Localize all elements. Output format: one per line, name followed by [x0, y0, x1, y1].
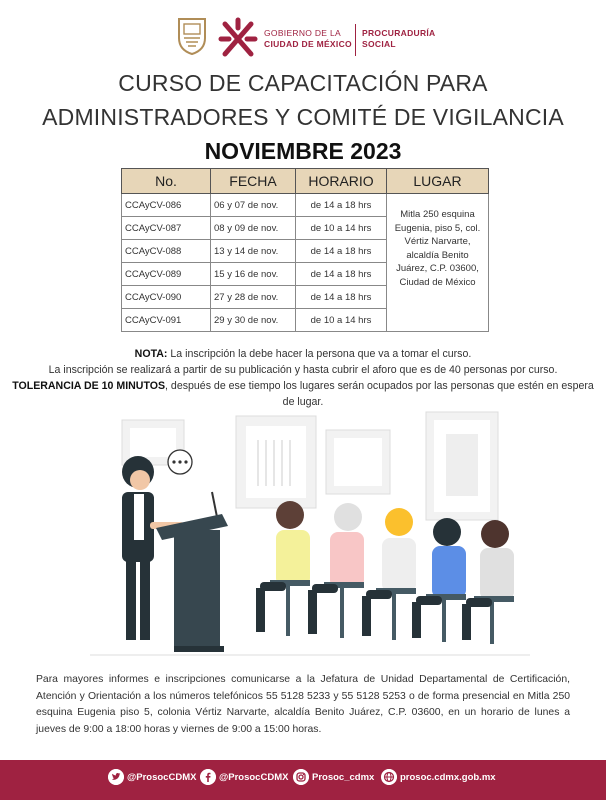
course-time: de 10 a 14 hrs [296, 309, 387, 332]
note-text-1: La inscripción la debe hacer la persona que va a tomar el curso. [170, 348, 472, 360]
course-time: de 14 a 18 hrs [296, 240, 387, 263]
course-code: CCAyCV-090 [122, 286, 211, 309]
course-date: 08 y 09 de nov. [211, 217, 296, 240]
course-date: 29 y 30 de nov. [211, 309, 296, 332]
course-time: de 14 a 18 hrs [296, 263, 387, 286]
facebook-icon [200, 769, 216, 785]
registration-note [10, 346, 596, 410]
tolerance-text: , después de ese tiempo los lugares serán ocupados por las personas que estén en espera de lugar. [165, 380, 594, 408]
course-code: CCAyCV-086 [122, 194, 211, 217]
web-icon [381, 769, 397, 785]
table-row [122, 194, 489, 217]
note-line-3 [10, 378, 596, 410]
course-code: CCAyCV-089 [122, 263, 211, 286]
dep-line-1: PROCURADURÍA [362, 28, 436, 38]
header-divider [355, 24, 356, 56]
department-name [362, 28, 436, 50]
page-title-line-2: ADMINISTRADORES Y COMITÉ DE VIGILANCIA [42, 104, 564, 130]
classroom-illustration [90, 410, 530, 665]
course-time: de 10 a 14 hrs [296, 217, 387, 240]
note-line-1 [10, 346, 596, 362]
header [0, 14, 606, 62]
course-code: CCAyCV-087 [122, 217, 211, 240]
government-name [264, 28, 352, 50]
instagram-icon [293, 769, 309, 785]
schedule-table [121, 168, 489, 332]
header-fecha: FECHA [211, 169, 296, 194]
tolerance-label: TOLERANCIA DE 10 MINUTOS [12, 380, 166, 392]
course-date: 27 y 28 de nov. [211, 286, 296, 309]
coat-of-arms-icon [176, 16, 208, 56]
note-label: NOTA: [134, 348, 168, 360]
contact-info: Para mayores informes e inscripciones comunicarse a la Jefatura de Unidad Departamental de Certificación, Atención y Orientación a los números telefónicos 55 5128 5233 y 55 5128 5253 o de forma presencial en Mitla 250 esquina Eugenia piso 5, colonia Vértiz Narvarte, alcaldía Benito Juárez, C.P. 03600, en un horario de lunes a jueves de 9:00 a 18:00 horas y viernes de 9:00 a 15:00 horas. [36, 674, 570, 735]
footer [0, 760, 606, 800]
course-location: Mitla 250 esquina Eugenia, piso 5, col. Vértiz Narvarte, alcaldía Benito Juárez, C.P. 03600, Ciudad de México [387, 194, 489, 332]
twitter-handle[interactable]: @ProsocCDMX [127, 772, 197, 783]
page-title-line-1: CURSO DE CAPACITACIÓN PARA [118, 70, 488, 96]
cdmx-logo-icon [217, 16, 259, 62]
website-link[interactable]: prosoc.cdmx.gob.mx [400, 772, 496, 783]
note-text-2: La inscripción se realizará a partir de su publicación y hasta cubrir el aforo que es de 40 personas por curso. [48, 364, 558, 376]
course-code: CCAyCV-088 [122, 240, 211, 263]
header-no: No. [122, 169, 211, 194]
twitter-icon [108, 769, 124, 785]
facebook-handle[interactable]: @ProsocCDMX [219, 772, 289, 783]
course-code: CCAyCV-091 [122, 309, 211, 332]
course-time: de 14 a 18 hrs [296, 194, 387, 217]
page-subtitle: NOVIEMBRE 2023 [204, 138, 402, 164]
course-date: 15 y 16 de nov. [211, 263, 296, 286]
gov-line-2: CIUDAD DE MÉXICO [264, 39, 352, 49]
header-lugar: LUGAR [387, 169, 489, 194]
gov-line-1: GOBIERNO DE LA [264, 28, 341, 38]
course-time: de 14 a 18 hrs [296, 286, 387, 309]
table-header-row [122, 169, 489, 194]
course-date: 06 y 07 de nov. [211, 194, 296, 217]
dep-line-2: SOCIAL [362, 39, 396, 49]
instagram-handle[interactable]: Prosoc_cdmx [312, 772, 375, 783]
header-horario: HORARIO [296, 169, 387, 194]
course-date: 13 y 14 de nov. [211, 240, 296, 263]
